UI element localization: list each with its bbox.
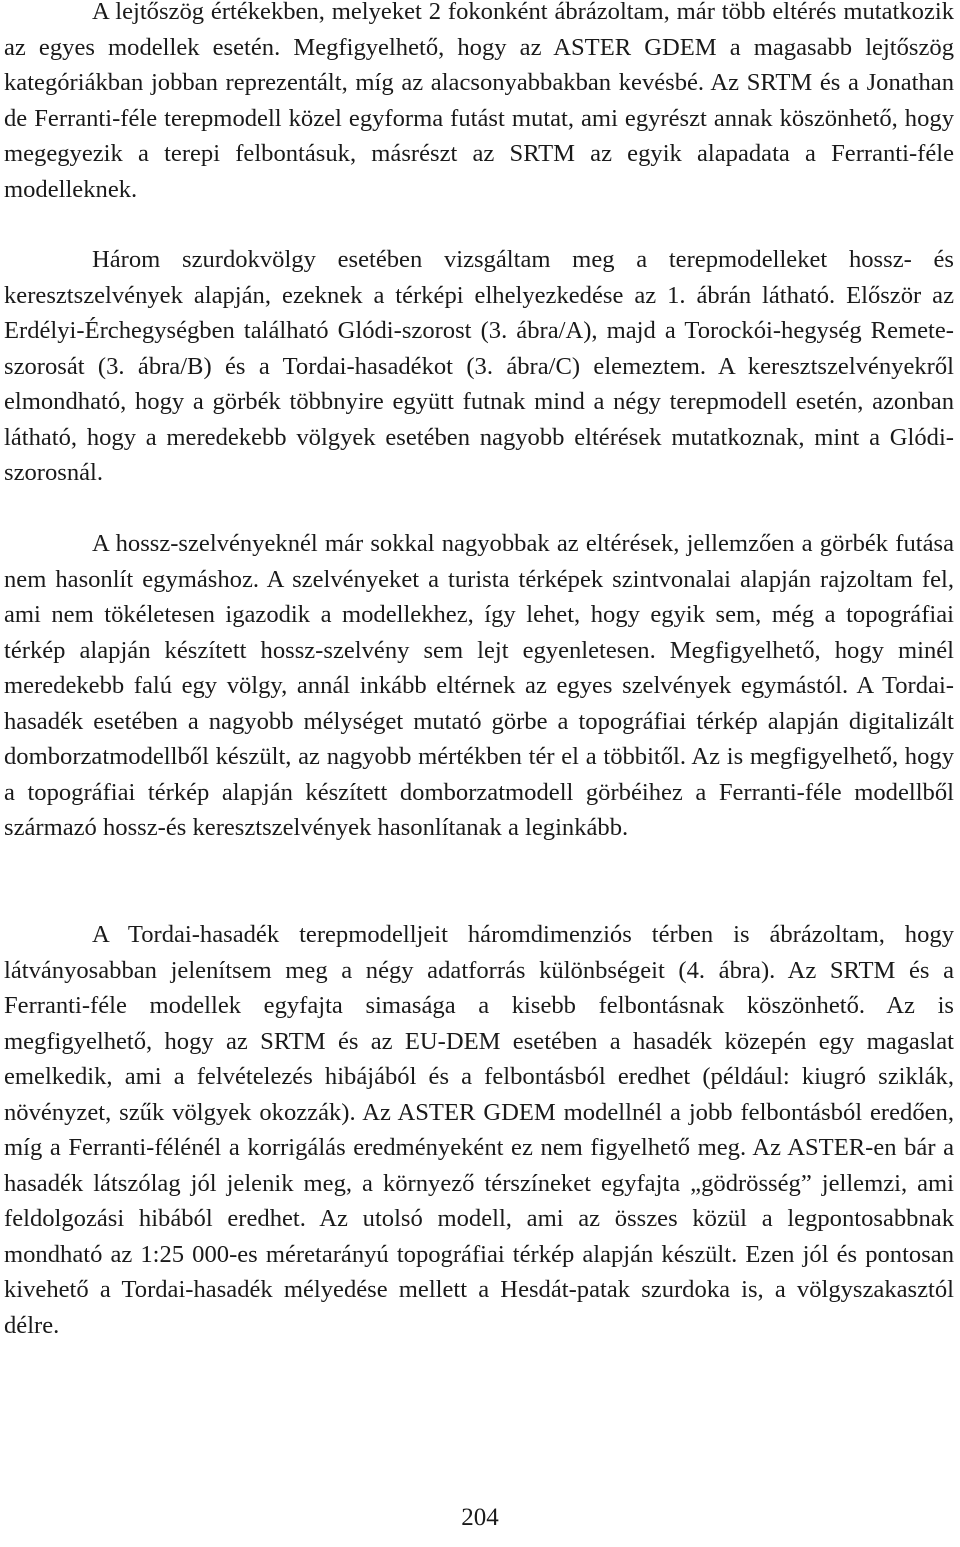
body-paragraph: Három szurdokvölgy esetében vizsgáltam meg a terepmodelleket hossz- és keresztszelvények alapján, ezeknek a térképi elhelyezkedése az 1. ábrán látható. Először az Erdélyi-Érchegységben található Glódi-szorost (3. ábra/A), majd a Torockói-hegység Remete-szorosát (3. ábra/B) és a Tordai-hasadékot (3. ábra/C) elemeztem. A keresztszelvényekről elmondható, hogy a görbék többnyire együtt futnak mind a négy terepmodell esetén, azonban látható, hogy a meredekebb völgyek esetében nagyobb eltérések mutatkoznak, mint a Glódi-szorosnál. [4, 246, 954, 486]
body-paragraph: A lejtőszög értékekben, melyeket 2 fokonként ábrázoltam, már több eltérés mutatkozik az egyes modellek esetén. Megfigyelhető, hogy az ASTER GDEM a magasabb lejtőszög kategóriákban jobban reprezentált, míg az alacsonyabbakban kevésbé. Az SRTM és a Jonathan de Ferranti-féle terepmodell közel egyforma futást mutat, ami egyrészt annak köszönhető, hogy megegyezik a terepi felbontásuk, másrészt az SRTM az egyik alapadata a Ferranti-féle modelleknek. [4, 0, 954, 203]
body-paragraph: A Tordai-hasadék terepmodelljeit háromdimenziós térben is ábrázoltam, hogy látványosabban jelenítsem meg a négy adatforrás különbségeit (4. ábra). Az SRTM és a Ferranti-féle modellek egyfajta simasága a kisebb felbontásnak köszönhető. Az is megfigyelhető, hogy az SRTM és az EU-DEM esetében a hasadék közepén egy magaslat emelkedik, ami a felvételezés hibájából és a felbontásból eredhet (például: kiugró sziklák, növényzet, szűk völgyek okozzák). Az ASTER GDEM modellnél a jobb felbontásból eredően, míg a Ferranti-félénél a korrigálás eredményeként ez nem figyelhető meg. Az ASTER-en bár a hasadék látszólag jól jelenik meg, a környező térszíneket egyfajta „gödrösség” jellemzi, ami feldolgozási hibából eredhet. Az utolsó modell, ami az összes közül a legpontosabbnak mondható az 1:25 000-es méretarányú topográfiai térkép alapján készült. Ezen jól és pontosan kivehető a Tordai-hasadék mélyedése mellett a Hesdát-patak szurdoka is, a völgyszakasztól délre. [4, 921, 954, 1339]
body-paragraph: A hossz-szelvényeknél már sokkal nagyobbak az eltérések, jellemzően a görbék futása nem hasonlít egymáshoz. A szelvényeket a turista térképek szintvonalai alapján rajzoltam fel, ami nem tökéletesen igazodik a modellekhez, így lehet, hogy egyik sem, még a topográfiai térkép alapján készített hossz-szelvény sem lejt egyenletesen. Megfigyelhető, hogy minél meredekebb falú egy völgy, annál inkább eltérnek az egyes szelvények egymástól. A Tordai-hasadék esetében a nagyobb mélységet mutató görbe a topográfiai térkép alapján digitalizált domborzatmodellből készült, az nagyobb mértékben tér el a többitől. Az is megfigyelhető, hogy a topográfiai térkép alapján készített domborzatmodell görbéihez a Ferranti-féle modellből származó hossz-és keresztszelvények hasonlítanak a leginkább. [4, 530, 954, 841]
page-number: 204 [461, 1504, 499, 1531]
